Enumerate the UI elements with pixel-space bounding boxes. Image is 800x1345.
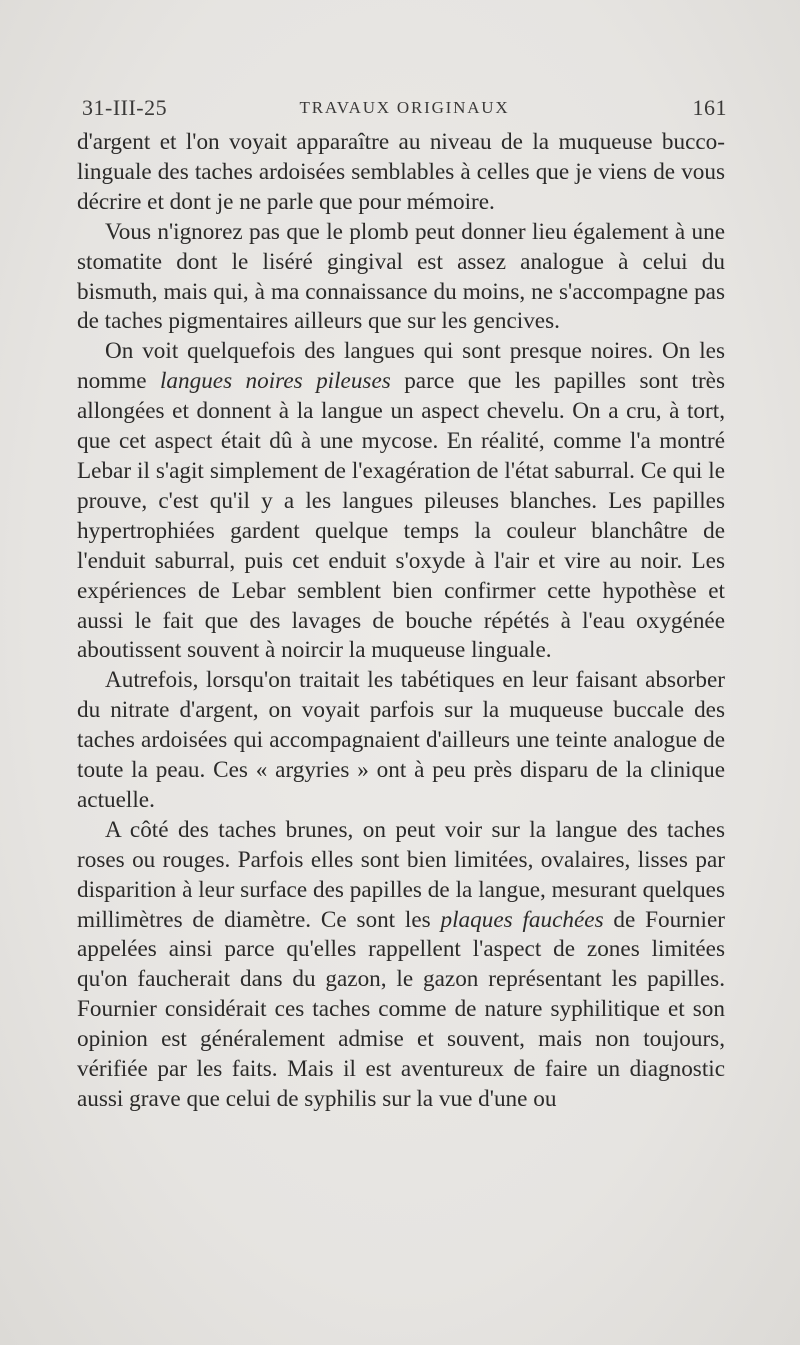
italic-term-langues-noires-pileuses: langues noires pileuses xyxy=(159,368,391,395)
paragraph-5-text-end: de Fournier appelées ainsi parce qu'elles rappellent l'aspect de zones limitées qu'on faucherait dans du gazon, le gazon représentant les papilles. Fournier considérait ces taches comme de nature syphilitique et son opinion est généralement admise et souvent, mais non toujours, vérifiée par les faits. Mais il est aventureux de faire un diagnostic aussi grave que celui de syphilis sur la vue d'une ou xyxy=(77,906,725,1112)
paragraph-3 xyxy=(77,337,725,666)
section-title: TRAVAUX ORIGINAUX xyxy=(299,98,510,117)
running-head xyxy=(82,92,727,124)
paragraph-5-text-start: A côté des taches brunes, on peut voir sur la langue des taches roses ou rouges. Parfois elles sont bien limitées, ovalaires, lisses par disparition à leur surface des papilles de la langue, mesurant quelques millimètres de diamètre. Ce sont les xyxy=(77,816,725,933)
paragraph-3-text-end: parce que les papilles sont très allongées et donnent à la langue un aspect chevelu. On a cru, à tort, que cet aspect était dû à une mycose. En réalité, comme l'a montré Lebar il s'agit simplement de l'exagération de l'état saburral. Ce qui le prouve, c'est qu'il y a les langues pileuses blanches. Les papilles hypertrophiées gardent quelque temps la couleur blanchâtre de l'enduit saburral, puis cet enduit s'oxyde à l'air et vire au noir. Les expériences de Lebar semblent bien confirmer cette hypothèse et aussi le fait que des lavages de bouche répétés à l'eau oxygénée aboutissent souvent à noircir la muqueuse linguale. xyxy=(77,368,725,664)
paragraph-2: Vous n'ignorez pas que le plomb peut donner lieu également à une stomatite dont le liséré gingival est assez analogue à celui du bismuth, mais qui, à ma connaissance du moins, ne s'accompagne pas de taches pigmentaires ailleurs que sur les gencives. xyxy=(77,218,725,335)
paragraph-4: Autrefois, lorsqu'on traitait les tabétiques en leur faisant absorber du nitrate d'argent, on voyait parfois sur la muqueuse buccale des taches ardoisées qui accompagnaient d'ailleurs une teinte analogue de toute la peau. Ces « argyries » ont à peu près disparu de la clinique actuelle. xyxy=(77,667,725,813)
paragraph-3-text-start: On voit quelquefois des langues qui sont presque noires. On les nomme xyxy=(77,338,725,395)
paragraph-5 xyxy=(77,816,725,1115)
page-number: 161 xyxy=(692,95,727,120)
body-text xyxy=(77,128,725,1115)
issue-date: 31-III-25 xyxy=(82,95,168,120)
italic-term-plaques-fauchees: plaques fauchées xyxy=(440,906,604,933)
paragraph-1: d'argent et l'on voyait apparaître au niveau de la muqueuse bucco-linguale des taches ardoisées semblables à celles que je viens de vous décrire et dont je ne parle que pour mémoire. xyxy=(77,129,725,215)
